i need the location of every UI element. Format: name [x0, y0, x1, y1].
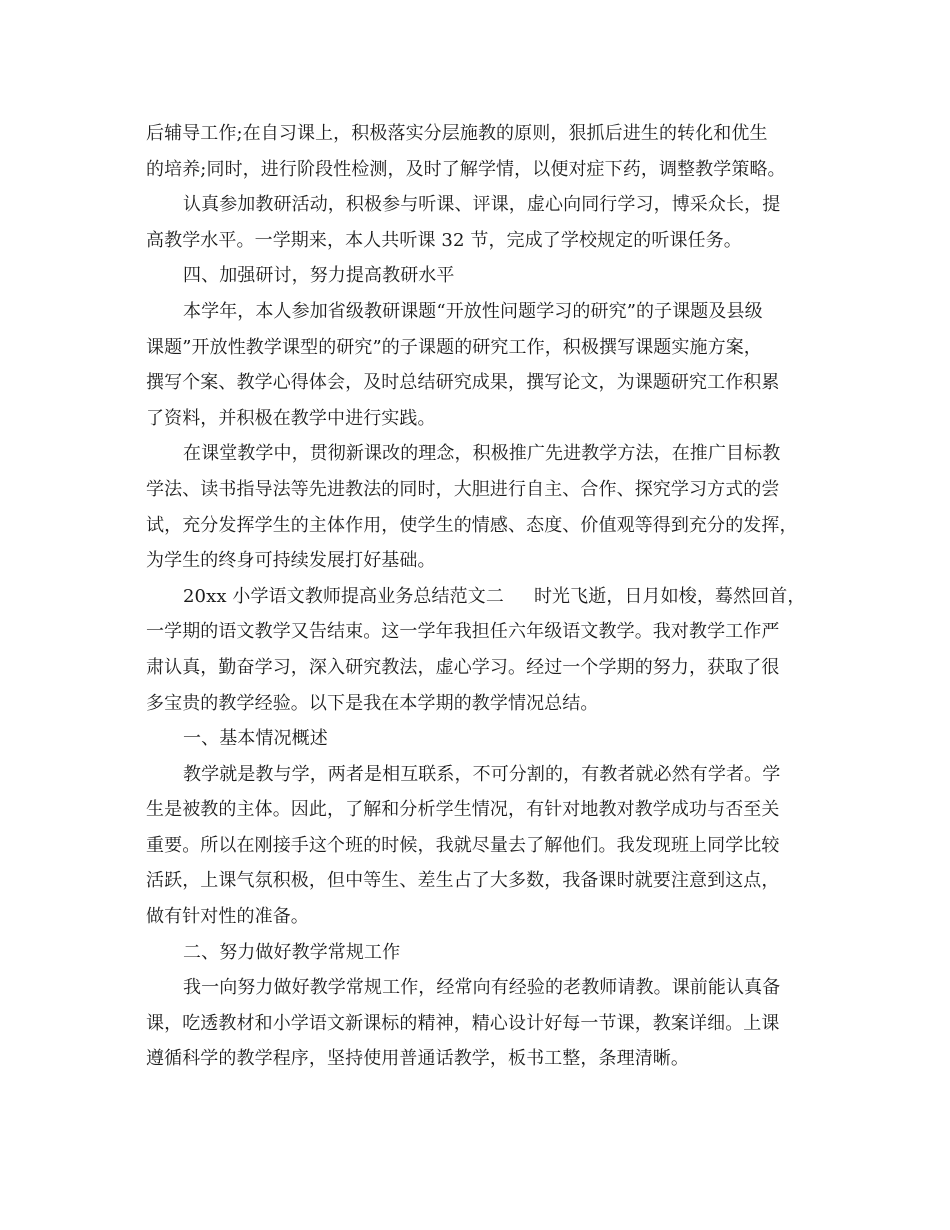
text-line-content: 遵循科学的教学程序，坚持使用普通话教学，板书工整，条理清晰。 [146, 1048, 689, 1070]
text-line [146, 579, 808, 615]
text-line-content: 肃认真，勤奋学习，深入研究教法，虚心学习。经过一个学期的努力，获取了很 [146, 656, 780, 678]
text-line [146, 721, 808, 757]
text-line-content: 学法、读书指导法等先进教法的同时，大胆进行自主、合作、探究学习方式的尝 [146, 478, 780, 500]
text-line [146, 365, 808, 401]
text-line-content: 高教学水平。一学期来，本人共听课 32 节，完成了学校规定的听课任务。 [146, 229, 742, 251]
text-line-content: 的培养;同时，进行阶段性检测，及时了解学情，以便对症下药，调整教学策略。 [146, 158, 786, 180]
text-line-content: 本学年，本人参加省级教研课题“开放性问题学习的研究”的子课题及县级 [183, 300, 763, 322]
text-line [146, 294, 808, 330]
text-line [146, 401, 808, 437]
text-line-content: 生是被教的主体。因此，了解和分析学生情况，有针对地教对教学成功与否至关 [146, 799, 780, 821]
text-line [146, 828, 808, 864]
text-line [146, 899, 808, 935]
text-line-continuation: 时光飞逝，日月如梭，蓦然回首， [533, 585, 806, 607]
text-line-content: 20xx 小学语文教师提高业务总结范文二 [183, 585, 504, 607]
text-line-content: 一学期的语文教学又告结束。这一学年我担任六年级语文教学。我对教学工作严 [146, 621, 780, 643]
text-line-content: 活跃，上课气氛积极，但中等生、差生占了大多数，我备课时就要注意到这点， [146, 870, 780, 892]
document-body [146, 116, 808, 1077]
text-line-content: 试，充分发挥学生的主体作用，使学生的情感、态度、价值观等得到充分的发挥， [146, 514, 798, 536]
text-line-content: 撰写个案、教学心得体会，及时总结研究成果，撰写论文，为课题研究工作积累 [146, 372, 780, 394]
text-line [146, 863, 808, 899]
text-line [146, 614, 808, 650]
text-line [146, 792, 808, 828]
text-line-content: 重要。所以在刚接手这个班的时候，我就尽量去了解他们。我发现班上同学比较 [146, 834, 780, 856]
text-line-content: 我一向努力做好教学常规工作，经常向有经验的老教师请教。课前能认真备 [183, 977, 781, 999]
text-line-content: 四、加强研讨，努力提高教研水平 [183, 265, 455, 287]
text-line-content: 在课堂教学中，贯彻新课改的理念，积极推广先进教学方法，在推广目标教 [183, 443, 781, 465]
text-line-content: 多宝贵的教学经验。以下是我在本学期的教学情况总结。 [146, 692, 599, 714]
text-line [146, 970, 808, 1006]
text-line [146, 152, 808, 188]
text-line [146, 330, 808, 366]
text-line [146, 187, 808, 223]
text-line-content: 一、基本情况概述 [183, 728, 328, 750]
text-line [146, 1041, 808, 1077]
text-line-content: 课题”开放性教学课型的研究”的子课题的研究工作，积极撰写课题实施方案， [146, 336, 762, 358]
text-line-content: 为学生的终身可持续发展打好基础。 [146, 550, 436, 572]
text-line-content: 做有针对性的准备。 [146, 906, 309, 928]
text-line [146, 543, 808, 579]
text-line-content: 二、努力做好教学常规工作 [183, 941, 401, 963]
text-line [146, 258, 808, 294]
text-line [146, 472, 808, 508]
text-line [146, 686, 808, 722]
text-line [146, 508, 808, 544]
text-line-content: 了资料，并积极在教学中进行实践。 [146, 407, 436, 429]
text-line-content: 后辅导工作;在自习课上，积极落实分层施教的原则，狠抓后进生的转化和优生 [146, 123, 768, 144]
text-line [146, 757, 808, 793]
text-line [146, 223, 808, 259]
text-line [146, 436, 808, 472]
text-line [146, 116, 808, 152]
text-line-content: 教学就是教与学，两者是相互联系，不可分割的，有教者就必然有学者。学 [183, 763, 781, 785]
text-line [146, 1006, 808, 1042]
text-line [146, 650, 808, 686]
text-line [146, 935, 808, 971]
text-line-content: 课，吃透教材和小学语文新课标的精神，精心设计好每一节课，教案详细。上课 [146, 1012, 780, 1034]
text-line-content: 认真参加教研活动，积极参与听课、评课，虚心向同行学习，博采众长，提 [183, 194, 781, 216]
